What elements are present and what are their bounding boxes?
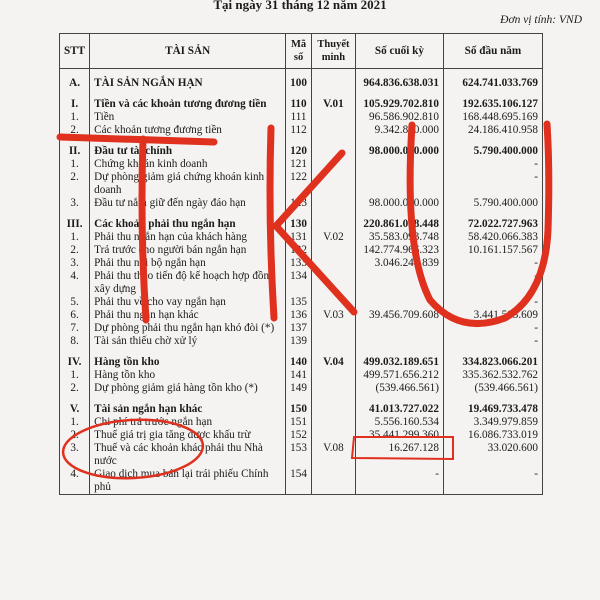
cell-stt	[60, 137, 90, 145]
table-row	[60, 296, 543, 309]
cell-note: V.01	[311, 98, 355, 111]
cell-stt	[60, 210, 90, 218]
cell-asset-name: Phải thu theo tiến độ kế hoạch hợp đồng xây dựng	[90, 270, 286, 296]
cell-code: 110	[286, 98, 312, 111]
cell-start-balance: 168.448.695.169	[443, 111, 542, 124]
cell-note	[311, 468, 355, 495]
cell-asset-name: Thuế và các khoản khác phải thu Nhà nước	[90, 442, 286, 468]
cell-end-balance	[355, 270, 443, 296]
spacer-row	[60, 348, 543, 356]
cell-stt: 2.	[60, 382, 90, 395]
cell-end-balance: 41.013.727.022	[355, 403, 443, 416]
cell-start-balance: 3.349.979.859	[443, 416, 542, 429]
cell-end-balance	[355, 69, 443, 78]
table-row	[60, 218, 543, 231]
spacer-row	[60, 90, 543, 98]
cell-start-balance: 19.469.733.478	[443, 403, 542, 416]
balance-sheet-table	[59, 33, 543, 495]
cell-code: 120	[286, 145, 312, 158]
cell-end-balance: 5.556.160.534	[355, 416, 443, 429]
cell-end-balance: 16.267.128	[355, 442, 443, 468]
cell-stt: 2.	[60, 171, 90, 197]
cell-code	[286, 137, 312, 145]
cell-end-balance	[355, 296, 443, 309]
cell-asset-name: Hàng tồn kho	[90, 369, 286, 382]
cell-asset-name	[90, 90, 286, 98]
cell-start-balance	[443, 137, 542, 145]
cell-stt: 2.	[60, 124, 90, 137]
cell-stt	[60, 395, 90, 403]
cell-start-balance: 192.635.106.127	[443, 98, 542, 111]
col-note: Thuyết minh	[311, 34, 355, 69]
cell-code: 151	[286, 416, 312, 429]
cell-stt: 3.	[60, 442, 90, 468]
cell-start-balance: (539.466.561)	[443, 382, 542, 395]
cell-end-balance	[355, 335, 443, 348]
cell-stt: 1.	[60, 158, 90, 171]
cell-code	[286, 210, 312, 218]
cell-code: 137	[286, 322, 312, 335]
cell-asset-name: TÀI SẢN NGẮN HẠN	[90, 77, 286, 90]
cell-start-balance: -	[443, 335, 542, 348]
cell-start-balance: 10.161.157.567	[443, 244, 542, 257]
table-row	[60, 145, 543, 158]
cell-code	[286, 90, 312, 98]
spacer-row	[60, 395, 543, 403]
cell-code: 153	[286, 442, 312, 468]
col-start-balance: Số đầu năm	[443, 34, 542, 69]
cell-end-balance: 35.583.093.748	[355, 231, 443, 244]
cell-asset-name: Tài sản thiếu chờ xử lý	[90, 335, 286, 348]
spacer-row	[60, 210, 543, 218]
cell-start-balance: -	[443, 468, 542, 495]
cell-code: 100	[286, 77, 312, 90]
cell-end-balance: 220.861.018.448	[355, 218, 443, 231]
table-body	[60, 69, 543, 495]
table-row	[60, 77, 543, 90]
cell-note	[311, 382, 355, 395]
cell-end-balance: 499.571.656.212	[355, 369, 443, 382]
cell-asset-name: Giao dịch mua bán lại trái phiếu Chính phủ	[90, 468, 286, 495]
table-row	[60, 124, 543, 137]
cell-asset-name: Dự phòng phải thu ngắn hạn khó đòi (*)	[90, 322, 286, 335]
table-row	[60, 416, 543, 429]
cell-code	[286, 395, 312, 403]
cell-asset-name: Phải thu về cho vay ngắn hạn	[90, 296, 286, 309]
cell-note	[311, 137, 355, 145]
cell-asset-name	[90, 395, 286, 403]
table-row	[60, 309, 543, 322]
cell-code: 121	[286, 158, 312, 171]
cell-note	[311, 416, 355, 429]
cell-asset-name: Phải thu ngắn hạn của khách hàng	[90, 231, 286, 244]
cell-code: 141	[286, 369, 312, 382]
table-row	[60, 158, 543, 171]
col-code: Mã số	[286, 34, 312, 69]
cell-note	[311, 90, 355, 98]
cell-stt: 4.	[60, 270, 90, 296]
cell-asset-name: Các khoản tương đương tiền	[90, 124, 286, 137]
table-row	[60, 382, 543, 395]
cell-note	[311, 348, 355, 356]
table-row	[60, 270, 543, 296]
cell-asset-name: Phải thu ngắn hạn khác	[90, 309, 286, 322]
cell-note	[311, 158, 355, 171]
cell-stt	[60, 348, 90, 356]
cell-code: 150	[286, 403, 312, 416]
cell-end-balance	[355, 171, 443, 197]
cell-asset-name: Chi phí trả trước ngắn hạn	[90, 416, 286, 429]
cell-start-balance: 5.790.400.000	[443, 145, 542, 158]
cell-asset-name	[90, 348, 286, 356]
cell-note	[311, 270, 355, 296]
cell-start-balance: 624.741.033.769	[443, 77, 542, 90]
spacer-row	[60, 69, 543, 78]
cell-note	[311, 322, 355, 335]
cell-code: 134	[286, 270, 312, 296]
cell-stt	[60, 69, 90, 78]
cell-start-balance: -	[443, 257, 542, 270]
cell-code: 122	[286, 171, 312, 197]
report-header	[0, 0, 600, 14]
cell-start-balance: 335.362.532.762	[443, 369, 542, 382]
cell-end-balance	[355, 395, 443, 403]
cell-asset-name: Đầu tư tài chính	[90, 145, 286, 158]
cell-asset-name	[90, 210, 286, 218]
cell-note	[311, 244, 355, 257]
table-row	[60, 111, 543, 124]
cell-end-balance: (539.466.561)	[355, 382, 443, 395]
cell-end-balance	[355, 158, 443, 171]
cell-end-balance: 35.441.299.360	[355, 429, 443, 442]
cell-start-balance: 5.790.400.000	[443, 197, 542, 210]
cell-stt: 3.	[60, 257, 90, 270]
cell-end-balance	[355, 322, 443, 335]
cell-note	[311, 257, 355, 270]
cell-start-balance: 72.022.727.963	[443, 218, 542, 231]
cell-stt: II.	[60, 145, 90, 158]
cell-code: 149	[286, 382, 312, 395]
spacer-row	[60, 137, 543, 145]
cell-end-balance: 98.000.000.000	[355, 197, 443, 210]
cell-code: 111	[286, 111, 312, 124]
table-row	[60, 231, 543, 244]
cell-note	[311, 124, 355, 137]
cell-stt: 5.	[60, 296, 90, 309]
cell-asset-name: Tiền và các khoản tương đương tiền	[90, 98, 286, 111]
cell-stt: 4.	[60, 468, 90, 495]
cell-asset-name: Đầu tư nắm giữ đến ngày đáo hạn	[90, 197, 286, 210]
cell-stt: 1.	[60, 416, 90, 429]
cell-start-balance: -	[443, 270, 542, 296]
table-row	[60, 403, 543, 416]
cell-code: 154	[286, 468, 312, 495]
cell-start-balance	[443, 348, 542, 356]
cell-end-balance: 96.586.902.810	[355, 111, 443, 124]
table-row	[60, 197, 543, 210]
col-stt: STT	[60, 34, 90, 69]
cell-start-balance	[443, 395, 542, 403]
cell-code: 123	[286, 197, 312, 210]
table-row	[60, 244, 543, 257]
cell-asset-name: Tài sản ngắn hạn khác	[90, 403, 286, 416]
cell-note	[311, 111, 355, 124]
cell-start-balance: 24.186.410.958	[443, 124, 542, 137]
cell-start-balance: -	[443, 158, 542, 171]
cell-stt: 2.	[60, 244, 90, 257]
cell-stt: 8.	[60, 335, 90, 348]
cell-asset-name: Hàng tồn kho	[90, 356, 286, 369]
cell-end-balance: 499.032.189.651	[355, 356, 443, 369]
cell-start-balance	[443, 210, 542, 218]
cell-stt: 1.	[60, 111, 90, 124]
cell-code: 136	[286, 309, 312, 322]
cell-code: 131	[286, 231, 312, 244]
table-row	[60, 171, 543, 197]
cell-stt: 2.	[60, 429, 90, 442]
cell-start-balance: 3.441.503.609	[443, 309, 542, 322]
cell-note	[311, 296, 355, 309]
cell-code: 132	[286, 244, 312, 257]
cell-end-balance: 39.456.709.608	[355, 309, 443, 322]
cell-code	[286, 348, 312, 356]
cell-stt: 1.	[60, 231, 90, 244]
table-row	[60, 429, 543, 442]
cell-start-balance: 334.823.066.201	[443, 356, 542, 369]
cell-start-balance: 16.086.733.019	[443, 429, 542, 442]
table-row	[60, 257, 543, 270]
cell-code: 130	[286, 218, 312, 231]
cell-stt: 3.	[60, 197, 90, 210]
cell-start-balance: -	[443, 296, 542, 309]
col-end-balance: Số cuối kỳ	[355, 34, 443, 69]
cell-note: V.04	[311, 356, 355, 369]
table-row	[60, 322, 543, 335]
cell-end-balance	[355, 90, 443, 98]
cell-note: V.02	[311, 231, 355, 244]
cell-note	[311, 218, 355, 231]
table-row	[60, 468, 543, 495]
cell-note	[311, 171, 355, 197]
cell-start-balance	[443, 90, 542, 98]
table-row	[60, 442, 543, 468]
cell-code: 139	[286, 335, 312, 348]
table-row	[60, 356, 543, 369]
cell-code	[286, 69, 312, 78]
cell-end-balance: 964.836.638.031	[355, 77, 443, 90]
cell-note	[311, 369, 355, 382]
cell-asset-name: Phải thu nội bộ ngắn hạn	[90, 257, 286, 270]
cell-end-balance: 3.046.248.839	[355, 257, 443, 270]
cell-asset-name: Các khoản phải thu ngắn hạn	[90, 218, 286, 231]
cell-start-balance: -	[443, 322, 542, 335]
cell-start-balance: 33.020.600	[443, 442, 542, 468]
cell-stt: 6.	[60, 309, 90, 322]
cell-note	[311, 395, 355, 403]
cell-end-balance: 142.774.966.323	[355, 244, 443, 257]
cell-code: 135	[286, 296, 312, 309]
cell-asset-name: Dự phòng giảm giá hàng tồn kho (*)	[90, 382, 286, 395]
cell-note: V.03	[311, 309, 355, 322]
col-asset: TÀI SẢN	[90, 34, 286, 69]
cell-note	[311, 429, 355, 442]
cell-code: 140	[286, 356, 312, 369]
cell-asset-name: Tiền	[90, 111, 286, 124]
cell-asset-name: Dự phòng giảm giá chứng khoán kinh doanh	[90, 171, 286, 197]
cell-end-balance	[355, 137, 443, 145]
cell-stt: III.	[60, 218, 90, 231]
cell-code: 152	[286, 429, 312, 442]
cell-note	[311, 77, 355, 90]
cell-stt: 1.	[60, 369, 90, 382]
cell-end-balance: 9.342.800.000	[355, 124, 443, 137]
cell-stt: A.	[60, 77, 90, 90]
table-row	[60, 369, 543, 382]
cell-asset-name: Thuế giá trị gia tăng được khấu trừ	[90, 429, 286, 442]
cell-code: 133	[286, 257, 312, 270]
cell-stt: I.	[60, 98, 90, 111]
table-row	[60, 335, 543, 348]
report-date: Tại ngày 31 tháng 12 năm 2021	[213, 0, 387, 12]
cell-note	[311, 403, 355, 416]
cell-note	[311, 335, 355, 348]
cell-note: V.08	[311, 442, 355, 468]
cell-stt: V.	[60, 403, 90, 416]
cell-end-balance: 98.000.000.000	[355, 145, 443, 158]
cell-stt: 7.	[60, 322, 90, 335]
cell-end-balance	[355, 348, 443, 356]
cell-end-balance	[355, 210, 443, 218]
cell-asset-name	[90, 69, 286, 78]
cell-start-balance: 58.420.066.383	[443, 231, 542, 244]
cell-note	[311, 210, 355, 218]
cell-start-balance	[443, 69, 542, 78]
cell-end-balance: -	[355, 468, 443, 495]
currency-unit: Đơn vị tính: VND	[500, 14, 582, 26]
table-row	[60, 98, 543, 111]
cell-stt: IV.	[60, 356, 90, 369]
table-header-row	[60, 34, 543, 69]
cell-note	[311, 69, 355, 78]
cell-stt	[60, 90, 90, 98]
cell-asset-name	[90, 137, 286, 145]
cell-note	[311, 197, 355, 210]
cell-code: 112	[286, 124, 312, 137]
cell-asset-name: Trả trước cho người bán ngắn hạn	[90, 244, 286, 257]
cell-end-balance: 105.929.702.810	[355, 98, 443, 111]
cell-start-balance: -	[443, 171, 542, 197]
cell-asset-name: Chứng khoán kinh doanh	[90, 158, 286, 171]
cell-note	[311, 145, 355, 158]
